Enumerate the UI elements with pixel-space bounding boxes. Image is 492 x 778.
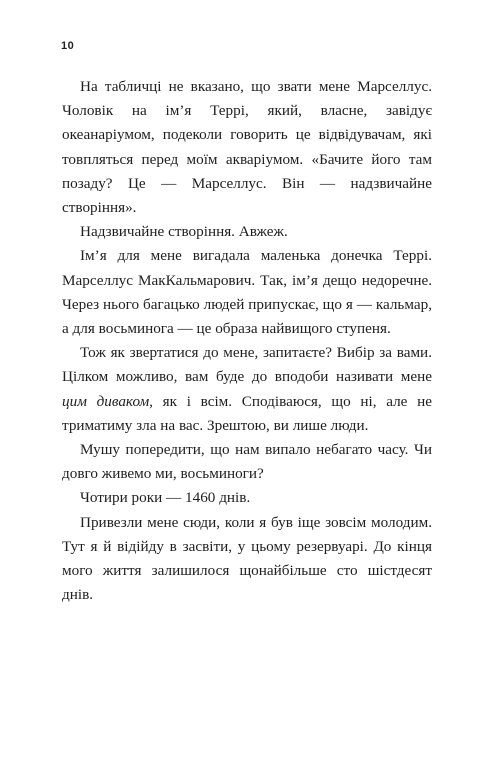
- paragraph-3: Ім’я для мене вигадала маленька донечка Террі. Марселлус МакКальмарович. Так, ім’я дещо недоречне. Через нього багацько людей припускає, що я — кальмар, а для восьминога — це образа найвищого ступеня.: [62, 247, 432, 338]
- paragraph-1: На табличці не вказано, що звати мене Марселлус. Чоловік на ім’я Террі, який, власне, завідує океанаріумом, подеколи говорить це відвідувачам, які товпляться перед моїм акваріумом. «Бачите його там позаду? Це — Марселлус. Він — надзвичайне створіння».: [62, 78, 432, 217]
- paragraph-6: Чотири роки — 1460 днів.: [80, 489, 251, 507]
- page-number: 10: [61, 40, 75, 52]
- paragraph-4-text-after: , як і всім. Сподіваюся, що ні, але не триматиму зла на вас. Зрештою, ви лише люди.: [62, 392, 432, 434]
- paragraph-2: Надзвичайне створіння. Авжеж.: [80, 223, 288, 241]
- paragraph-4-emphasis: цим диваком: [62, 392, 150, 410]
- paragraph-5: Мушу попередити, що нам випало небагато часу. Чи довго живемо ми, восьминоги?: [62, 441, 432, 483]
- paragraph-4: [62, 341, 432, 438]
- body-text: [62, 75, 432, 607]
- paragraph-7: Привезли мене сюди, коли я був іще зовсім молодим. Тут я й відійду в засвіти, у цьому резервуарі. До кінця мого життя залишилося щонайбільше сто шістдесят днів.: [62, 513, 432, 604]
- paragraph-4-text-before: Тож як звертатися до мене, запитаєте? Вибір за вами. Цілком можливо, вам буде до вподоби називати мене: [62, 344, 432, 386]
